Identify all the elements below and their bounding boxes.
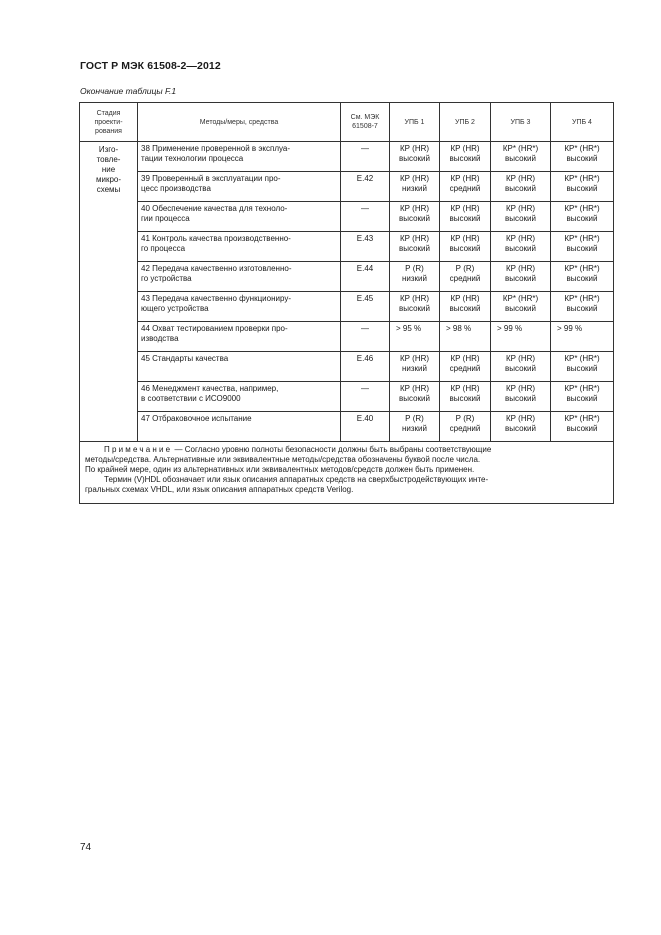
sil2-cell: Р (R) средний: [440, 262, 491, 292]
sil2-cell: Р (R) средний: [440, 412, 491, 442]
sil2-cell: КР (HR) высокий: [440, 382, 491, 412]
sil3-cell: КР (HR) высокий: [491, 352, 551, 382]
method-cell: 44 Охват тестированием проверки про- изводства: [138, 322, 341, 352]
sil2-cell: КР (HR) средний: [440, 172, 491, 202]
sil2-cell: КР (HR) средний: [440, 352, 491, 382]
reference-cell: —: [341, 202, 390, 232]
sil4-cell: КР* (HR*) высокий: [551, 142, 614, 172]
sil3-cell: КР* (HR*) высокий: [491, 142, 551, 172]
table-row: [80, 412, 614, 442]
document-title: ГОСТ Р МЭК 61508-2—2012: [80, 60, 221, 72]
method-cell: 43 Передача качественно функциониру- ющего устройства: [138, 292, 341, 322]
method-cell: 47 Отбраковочное испытание: [138, 412, 341, 442]
sil4-cell: КР* (HR*) высокий: [551, 412, 614, 442]
table-caption: Окончание таблицы F.1: [80, 86, 177, 96]
sil1-cell: КР (HR) высокий: [390, 232, 440, 262]
col-header-sil1: УПБ 1: [390, 103, 440, 142]
reference-cell: —: [341, 322, 390, 352]
sil1-cell: Р (R) низкий: [390, 412, 440, 442]
table-header-row: [80, 103, 614, 142]
reference-cell: E.45: [341, 292, 390, 322]
method-cell: 39 Проверенный в эксплуатации про- цесс производства: [138, 172, 341, 202]
reference-cell: —: [341, 142, 390, 172]
sil2-cell: КР (HR) высокий: [440, 232, 491, 262]
note-line: методы/средства. Альтернативные или эквивалентные методы/средства обозначены буквой после числа.: [85, 455, 481, 464]
table-row: [80, 262, 614, 292]
sil4-cell: КР* (HR*) высокий: [551, 172, 614, 202]
table-row: [80, 142, 614, 172]
table-row: [80, 232, 614, 262]
sil1-cell: КР (HR) высокий: [390, 292, 440, 322]
sil2-cell: > 98 %: [440, 322, 491, 352]
table-row: [80, 322, 614, 352]
note-label: Примечание: [104, 445, 173, 454]
sil2-cell: КР (HR) высокий: [440, 142, 491, 172]
method-cell: 38 Применение проверенной в эксплуа- тации технологии процесса: [138, 142, 341, 172]
reference-cell: —: [341, 382, 390, 412]
reference-cell: E.40: [341, 412, 390, 442]
sil1-cell: КР (HR) высокий: [390, 202, 440, 232]
sil1-cell: > 95 %: [390, 322, 440, 352]
sil4-cell: КР* (HR*) высокий: [551, 262, 614, 292]
sil3-cell: КР (HR) высокий: [491, 202, 551, 232]
method-cell: 45 Стандарты качества: [138, 352, 341, 382]
col-header-sil2: УПБ 2: [440, 103, 491, 142]
stage-cell: Изго- товле- ние микро- схемы: [80, 142, 138, 442]
sil1-cell: Р (R) низкий: [390, 262, 440, 292]
sil3-cell: КР (HR) высокий: [491, 172, 551, 202]
sil2-cell: КР (HR) высокий: [440, 292, 491, 322]
reference-cell: E.46: [341, 352, 390, 382]
method-cell: 46 Менеджмент качества, например, в соответствии с ИСО9000: [138, 382, 341, 412]
col-header-sil3: УПБ 3: [491, 103, 551, 142]
sil4-cell: КР* (HR*) высокий: [551, 202, 614, 232]
sil1-cell: КР (HR) низкий: [390, 352, 440, 382]
reference-cell: E.42: [341, 172, 390, 202]
sil4-cell: КР* (HR*) высокий: [551, 292, 614, 322]
note-line: Термин (V)HDL обозначает или язык описания аппаратных средств на сверхбыстродействующих инте-: [104, 475, 489, 484]
col-header-ref: См. МЭК 61508-7: [341, 103, 390, 142]
sil4-cell: КР* (HR*) высокий: [551, 382, 614, 412]
sil1-cell: КР (HR) низкий: [390, 172, 440, 202]
sil4-cell: КР* (HR*) высокий: [551, 352, 614, 382]
sil3-cell: > 99 %: [491, 322, 551, 352]
method-cell: 41 Контроль качества производственно- го процесса: [138, 232, 341, 262]
sil3-cell: КР (HR) высокий: [491, 262, 551, 292]
note-line: гральных схемах VHDL, или язык описания аппаратных средств Verilog.: [85, 485, 354, 494]
table-row: [80, 202, 614, 232]
sil3-cell: КР* (HR*) высокий: [491, 292, 551, 322]
table-row: [80, 172, 614, 202]
col-header-stage: Стадия проекти- рования: [80, 103, 138, 142]
col-header-sil4: УПБ 4: [551, 103, 614, 142]
page-number: 74: [80, 842, 92, 853]
sil3-cell: КР (HR) высокий: [491, 412, 551, 442]
methods-table: [79, 102, 614, 504]
note-line: По крайней мере, один из альтернативных или эквивалентных методов/средств должен быть применен.: [85, 465, 475, 474]
method-cell: 40 Обеспечение качества для техноло- гии процесса: [138, 202, 341, 232]
method-cell: 42 Передача качественно изготовленно- го устройства: [138, 262, 341, 292]
sil3-cell: КР (HR) высокий: [491, 382, 551, 412]
table-row: [80, 292, 614, 322]
table-row: [80, 352, 614, 382]
reference-cell: E.44: [341, 262, 390, 292]
sil2-cell: КР (HR) высокий: [440, 202, 491, 232]
sil1-cell: КР (HR) высокий: [390, 382, 440, 412]
sil1-cell: КР (HR) высокий: [390, 142, 440, 172]
sil4-cell: > 99 %: [551, 322, 614, 352]
col-header-methods: Методы/меры, средства: [138, 103, 341, 142]
sil4-cell: КР* (HR*) высокий: [551, 232, 614, 262]
reference-cell: E.43: [341, 232, 390, 262]
table-row: [80, 382, 614, 412]
table-note: Примечание — Согласно уровню полноты безопасности должны быть выбраны соответствующие методы/средства. Альтернативные или эквивалентные методы/средства обозначены буквой после числа. По крайней мере, один из альтернативных или эквивалентных методов/средств должен быть применен. Термин (V)HDL обозначает или язык описания аппаратных средств на сверхбыстродействующих инте- гральных схемах VHDL, или язык описания аппаратных средств Verilog.: [80, 442, 614, 504]
sil3-cell: КР (HR) высокий: [491, 232, 551, 262]
note-row: [80, 442, 614, 504]
